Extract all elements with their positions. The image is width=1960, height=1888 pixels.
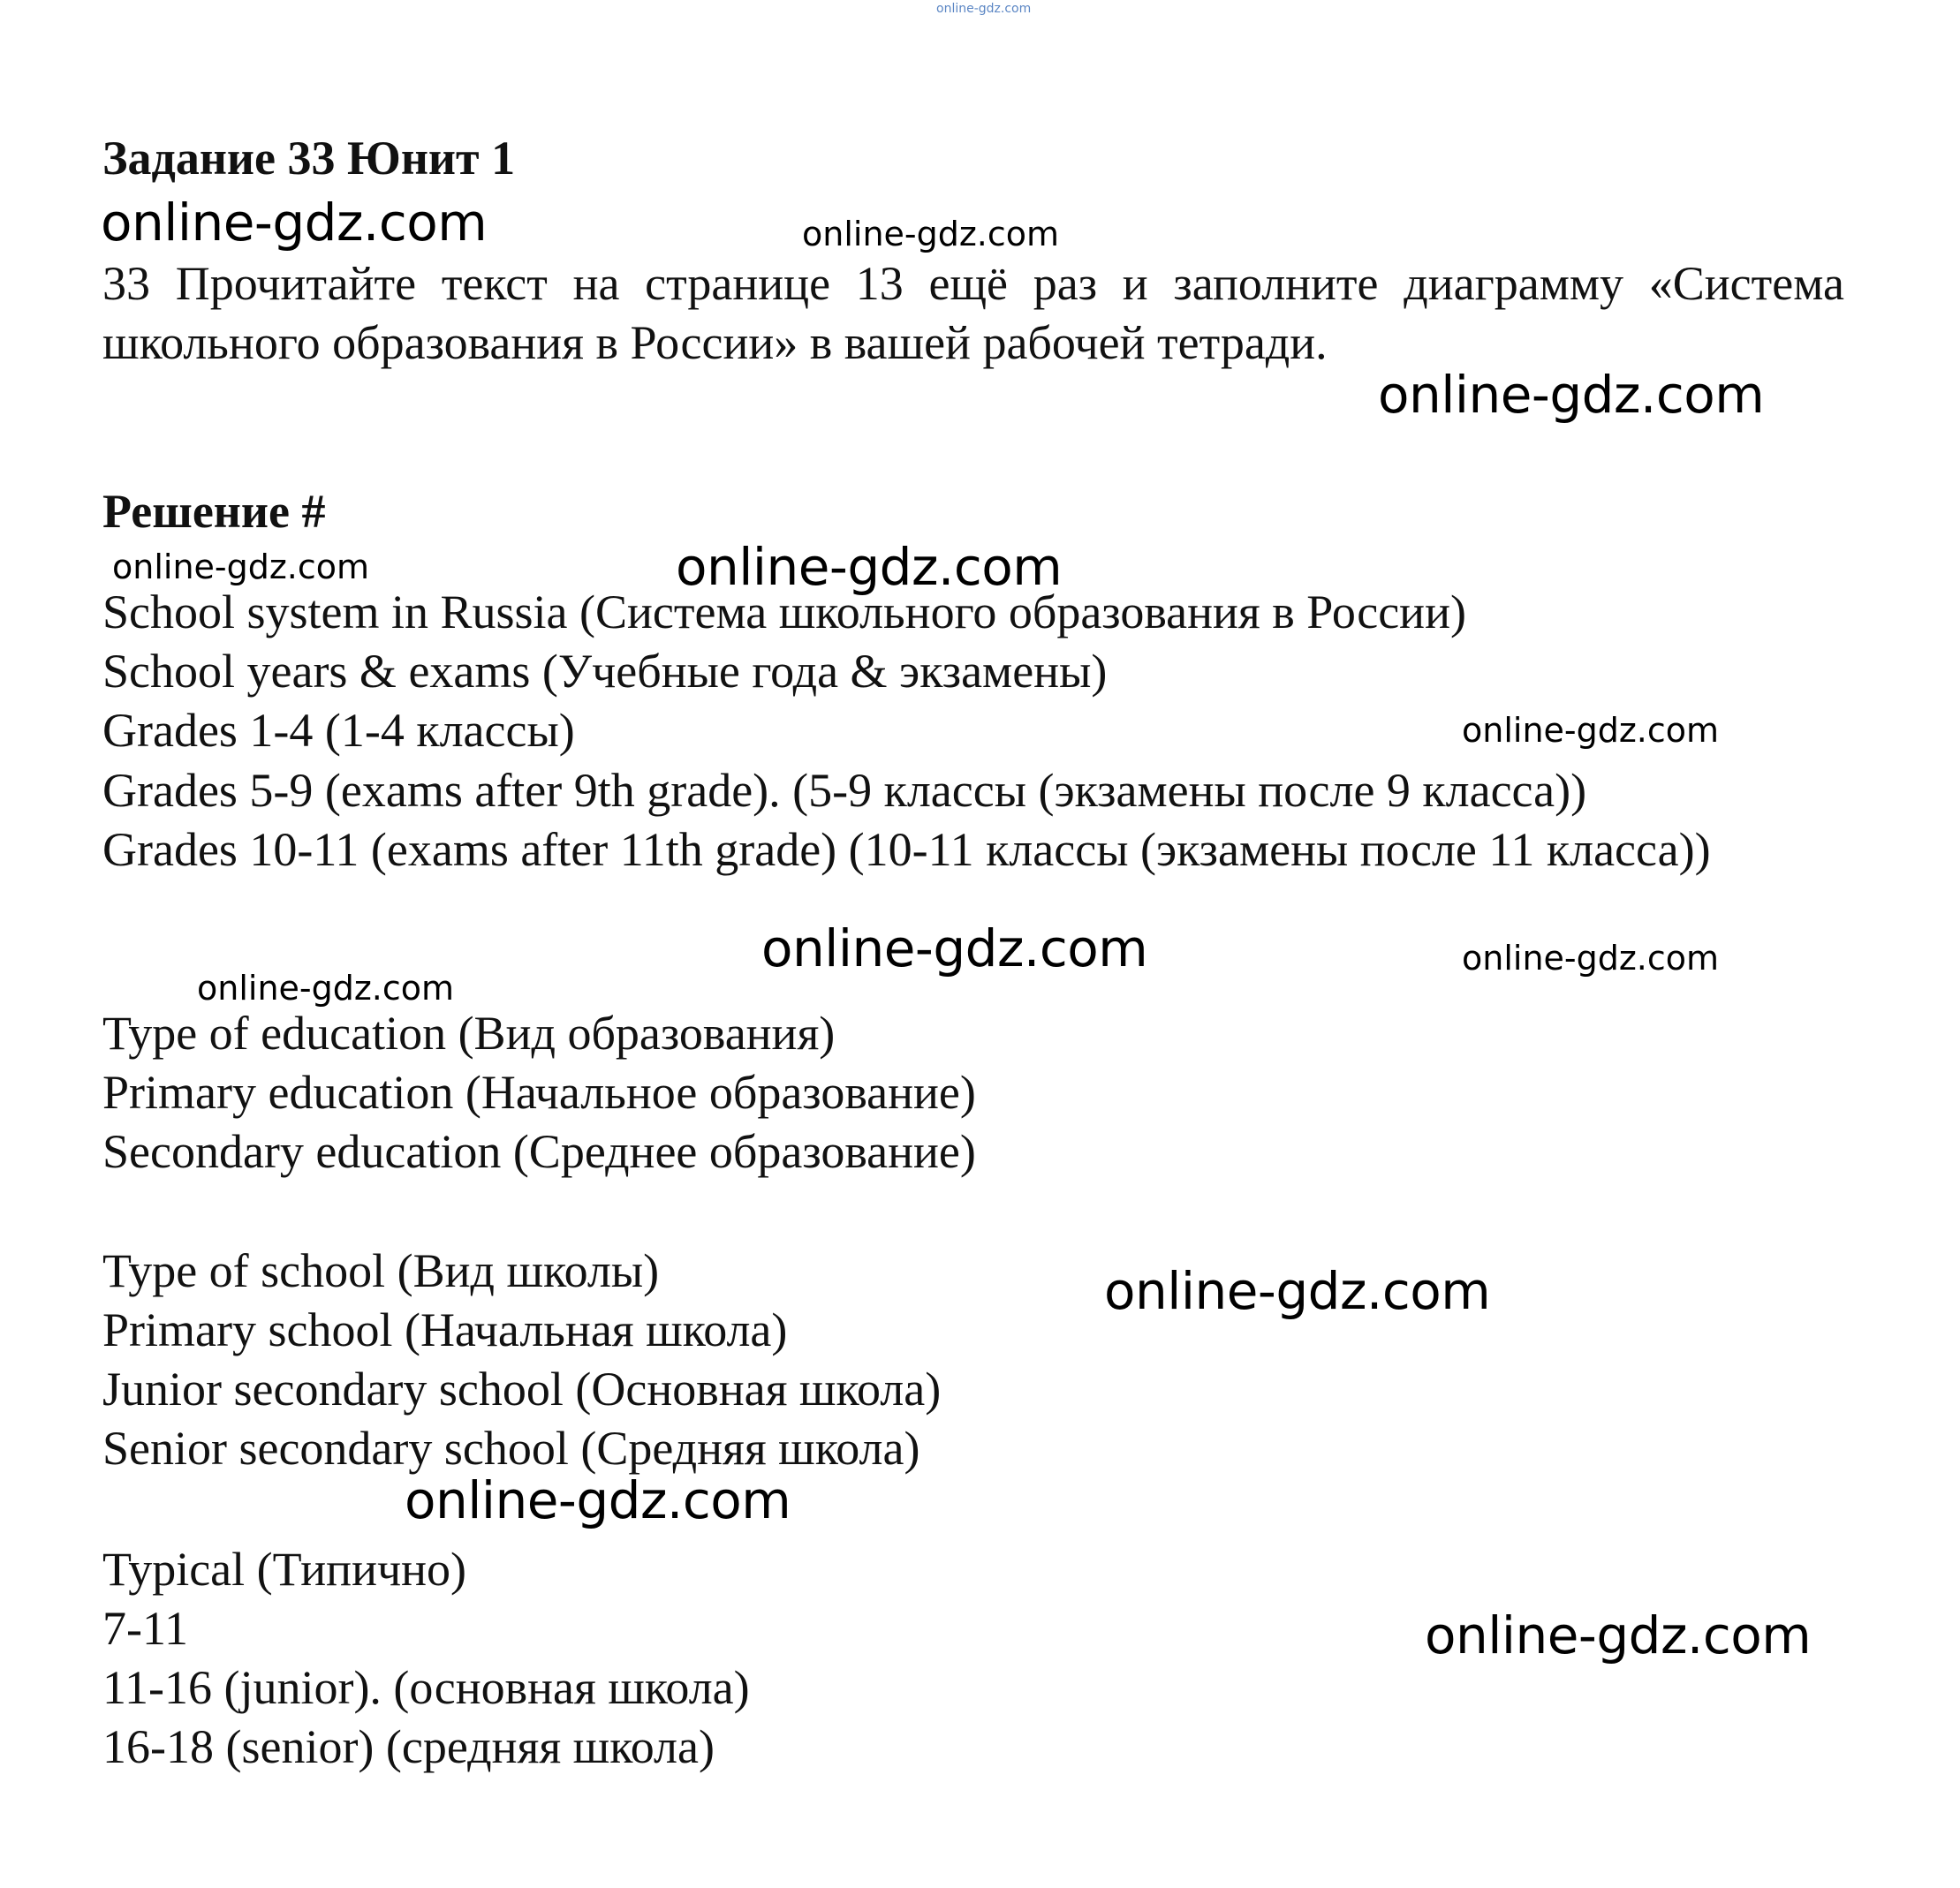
answer-line: Primary school (Начальная школа)	[102, 1303, 788, 1356]
watermark: online-gdz.com	[1462, 711, 1720, 750]
watermark: online-gdz.com	[112, 548, 370, 586]
answer-line: 7-11	[102, 1602, 188, 1655]
answer-line: School years & exams (Учебные года & экзамены)	[102, 645, 1108, 698]
answer-line: Type of education (Вид образования)	[102, 1007, 836, 1060]
watermark: online-gdz.com	[1425, 1605, 1812, 1665]
watermark: online-gdz.com	[1462, 939, 1720, 978]
solution-heading: Решение #	[102, 485, 326, 538]
answer-line: Typical (Типично)	[102, 1543, 467, 1596]
page-title: Задание 33 Юнит 1	[102, 132, 516, 185]
watermark: online-gdz.com	[676, 537, 1063, 597]
watermark: online-gdz.com	[197, 969, 455, 1008]
answer-line: Grades 1-4 (1-4 классы)	[102, 704, 575, 757]
answer-line: Grades 5-9 (exams after 9th grade). (5-9 классы (экзамены после 9 класса))	[102, 764, 1587, 817]
answer-line: Type of school (Вид школы)	[102, 1244, 660, 1297]
answer-line: School system in Russia (Система школьного образования в России)	[102, 585, 1466, 638]
watermark: online-gdz.com	[1104, 1261, 1491, 1321]
answer-line: 16-18 (senior) (средняя школа)	[102, 1720, 715, 1773]
watermark: online-gdz.com	[1378, 365, 1765, 425]
watermark: online-gdz.com	[761, 918, 1148, 978]
task-text: 33 Прочитайте текст на странице 13 ещё раз и заполните диаграмму «Система школьного образования в России» в вашей рабочей тетради.	[102, 257, 1844, 369]
answer-line: Junior secondary school (Основная школа)	[102, 1363, 942, 1416]
answer-line: Primary education (Начальное образование)	[102, 1066, 976, 1119]
answer-line: 11-16 (junior). (основная школа)	[102, 1661, 750, 1714]
watermark: online-gdz.com	[802, 215, 1060, 253]
watermark: online-gdz.com	[101, 193, 488, 253]
answer-line: Senior secondary school (Средняя школа)	[102, 1422, 920, 1475]
answer-line: Secondary education (Среднее образование)	[102, 1125, 976, 1178]
watermark-top: online-gdz.com	[936, 2, 1032, 16]
answer-line-wrapped: Grades 10-11 (exams after 11th grade) (10-11 классы (экзамены после 11 класса))	[102, 823, 1711, 876]
watermark: online-gdz.com	[405, 1470, 791, 1530]
